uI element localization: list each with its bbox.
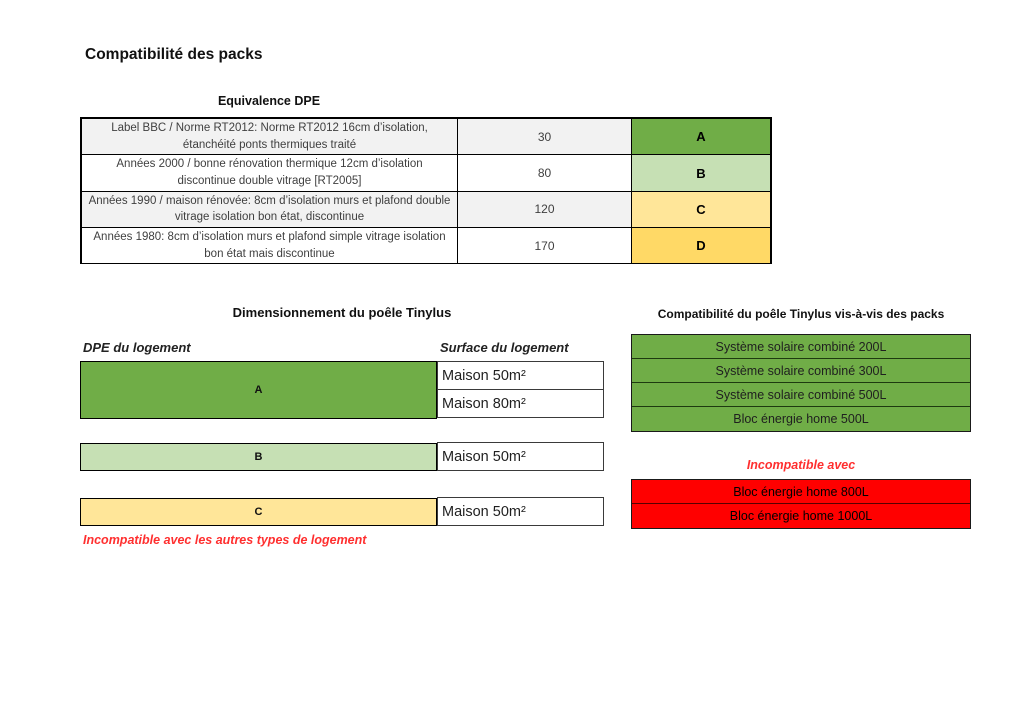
value-cell: 30 (458, 119, 632, 154)
description-cell: Années 2000 / bonne rénovation thermique 12cm d’isolation discontinue double vitrage [RT2005] (82, 155, 458, 190)
pack-item: Système solaire combiné 300L (632, 359, 970, 383)
value-cell: 120 (458, 192, 632, 227)
grade-cell: A (632, 119, 770, 154)
pack-item: Système solaire combiné 200L (632, 335, 970, 359)
compatible-pack-list (631, 334, 971, 432)
compatibility-title: Compatibilité du poêle Tinylus vis-à-vis des packs (657, 307, 945, 321)
pack-item: Bloc énergie home 1000L (632, 504, 970, 528)
surface-cell: Maison 50m² (437, 497, 604, 526)
value-cell: 170 (458, 228, 632, 263)
table-row (82, 155, 770, 191)
table-row (82, 192, 770, 228)
surface-cell: Maison 50m² (437, 442, 604, 471)
incompatible-pack-list (631, 479, 971, 529)
pack-item: Bloc énergie home 800L (632, 480, 970, 504)
incompatible-housing-note: Incompatible avec les autres types de logement (83, 533, 367, 547)
page-title: Compatibilité des packs (85, 46, 263, 63)
grade-cell: D (632, 228, 770, 263)
description-cell: Années 1990 / maison rénovée: 8cm d’isolation murs et plafond double vitrage isolation bon état, discontinue (82, 192, 458, 227)
surface-list-c (437, 497, 604, 526)
surface-list-a (437, 361, 604, 418)
grade-cell: C (632, 192, 770, 227)
grade-block-c: C (80, 498, 437, 526)
surface-cell: Maison 50m² (437, 361, 604, 390)
pack-item: Système solaire combiné 500L (632, 383, 970, 407)
dimensionnement-title: Dimensionnement du poêle Tinylus (232, 305, 452, 320)
pack-item: Bloc énergie home 500L (632, 407, 970, 431)
table-row (82, 228, 770, 263)
equivalence-dpe-title: Equivalence DPE (217, 94, 321, 108)
description-cell: Années 1980: 8cm d’isolation murs et plafond simple vitrage isolation bon état mais discontinue (82, 228, 458, 263)
grade-block-a: A (80, 361, 437, 419)
incompatible-with-label: Incompatible avec (746, 458, 856, 472)
equivalence-dpe-table (80, 117, 772, 264)
description-cell: Label BBC / Norme RT2012: Norme RT2012 16cm d’isolation, étanchéité ponts thermiques traité (82, 119, 458, 154)
grade-block-b: B (80, 443, 437, 471)
dpe-column-header: DPE du logement (83, 340, 191, 355)
value-cell: 80 (458, 155, 632, 190)
surface-column-header: Surface du logement (440, 340, 569, 355)
surface-cell: Maison 80m² (437, 389, 604, 418)
table-row (82, 119, 770, 155)
grade-cell: B (632, 155, 770, 190)
surface-list-b (437, 442, 604, 471)
